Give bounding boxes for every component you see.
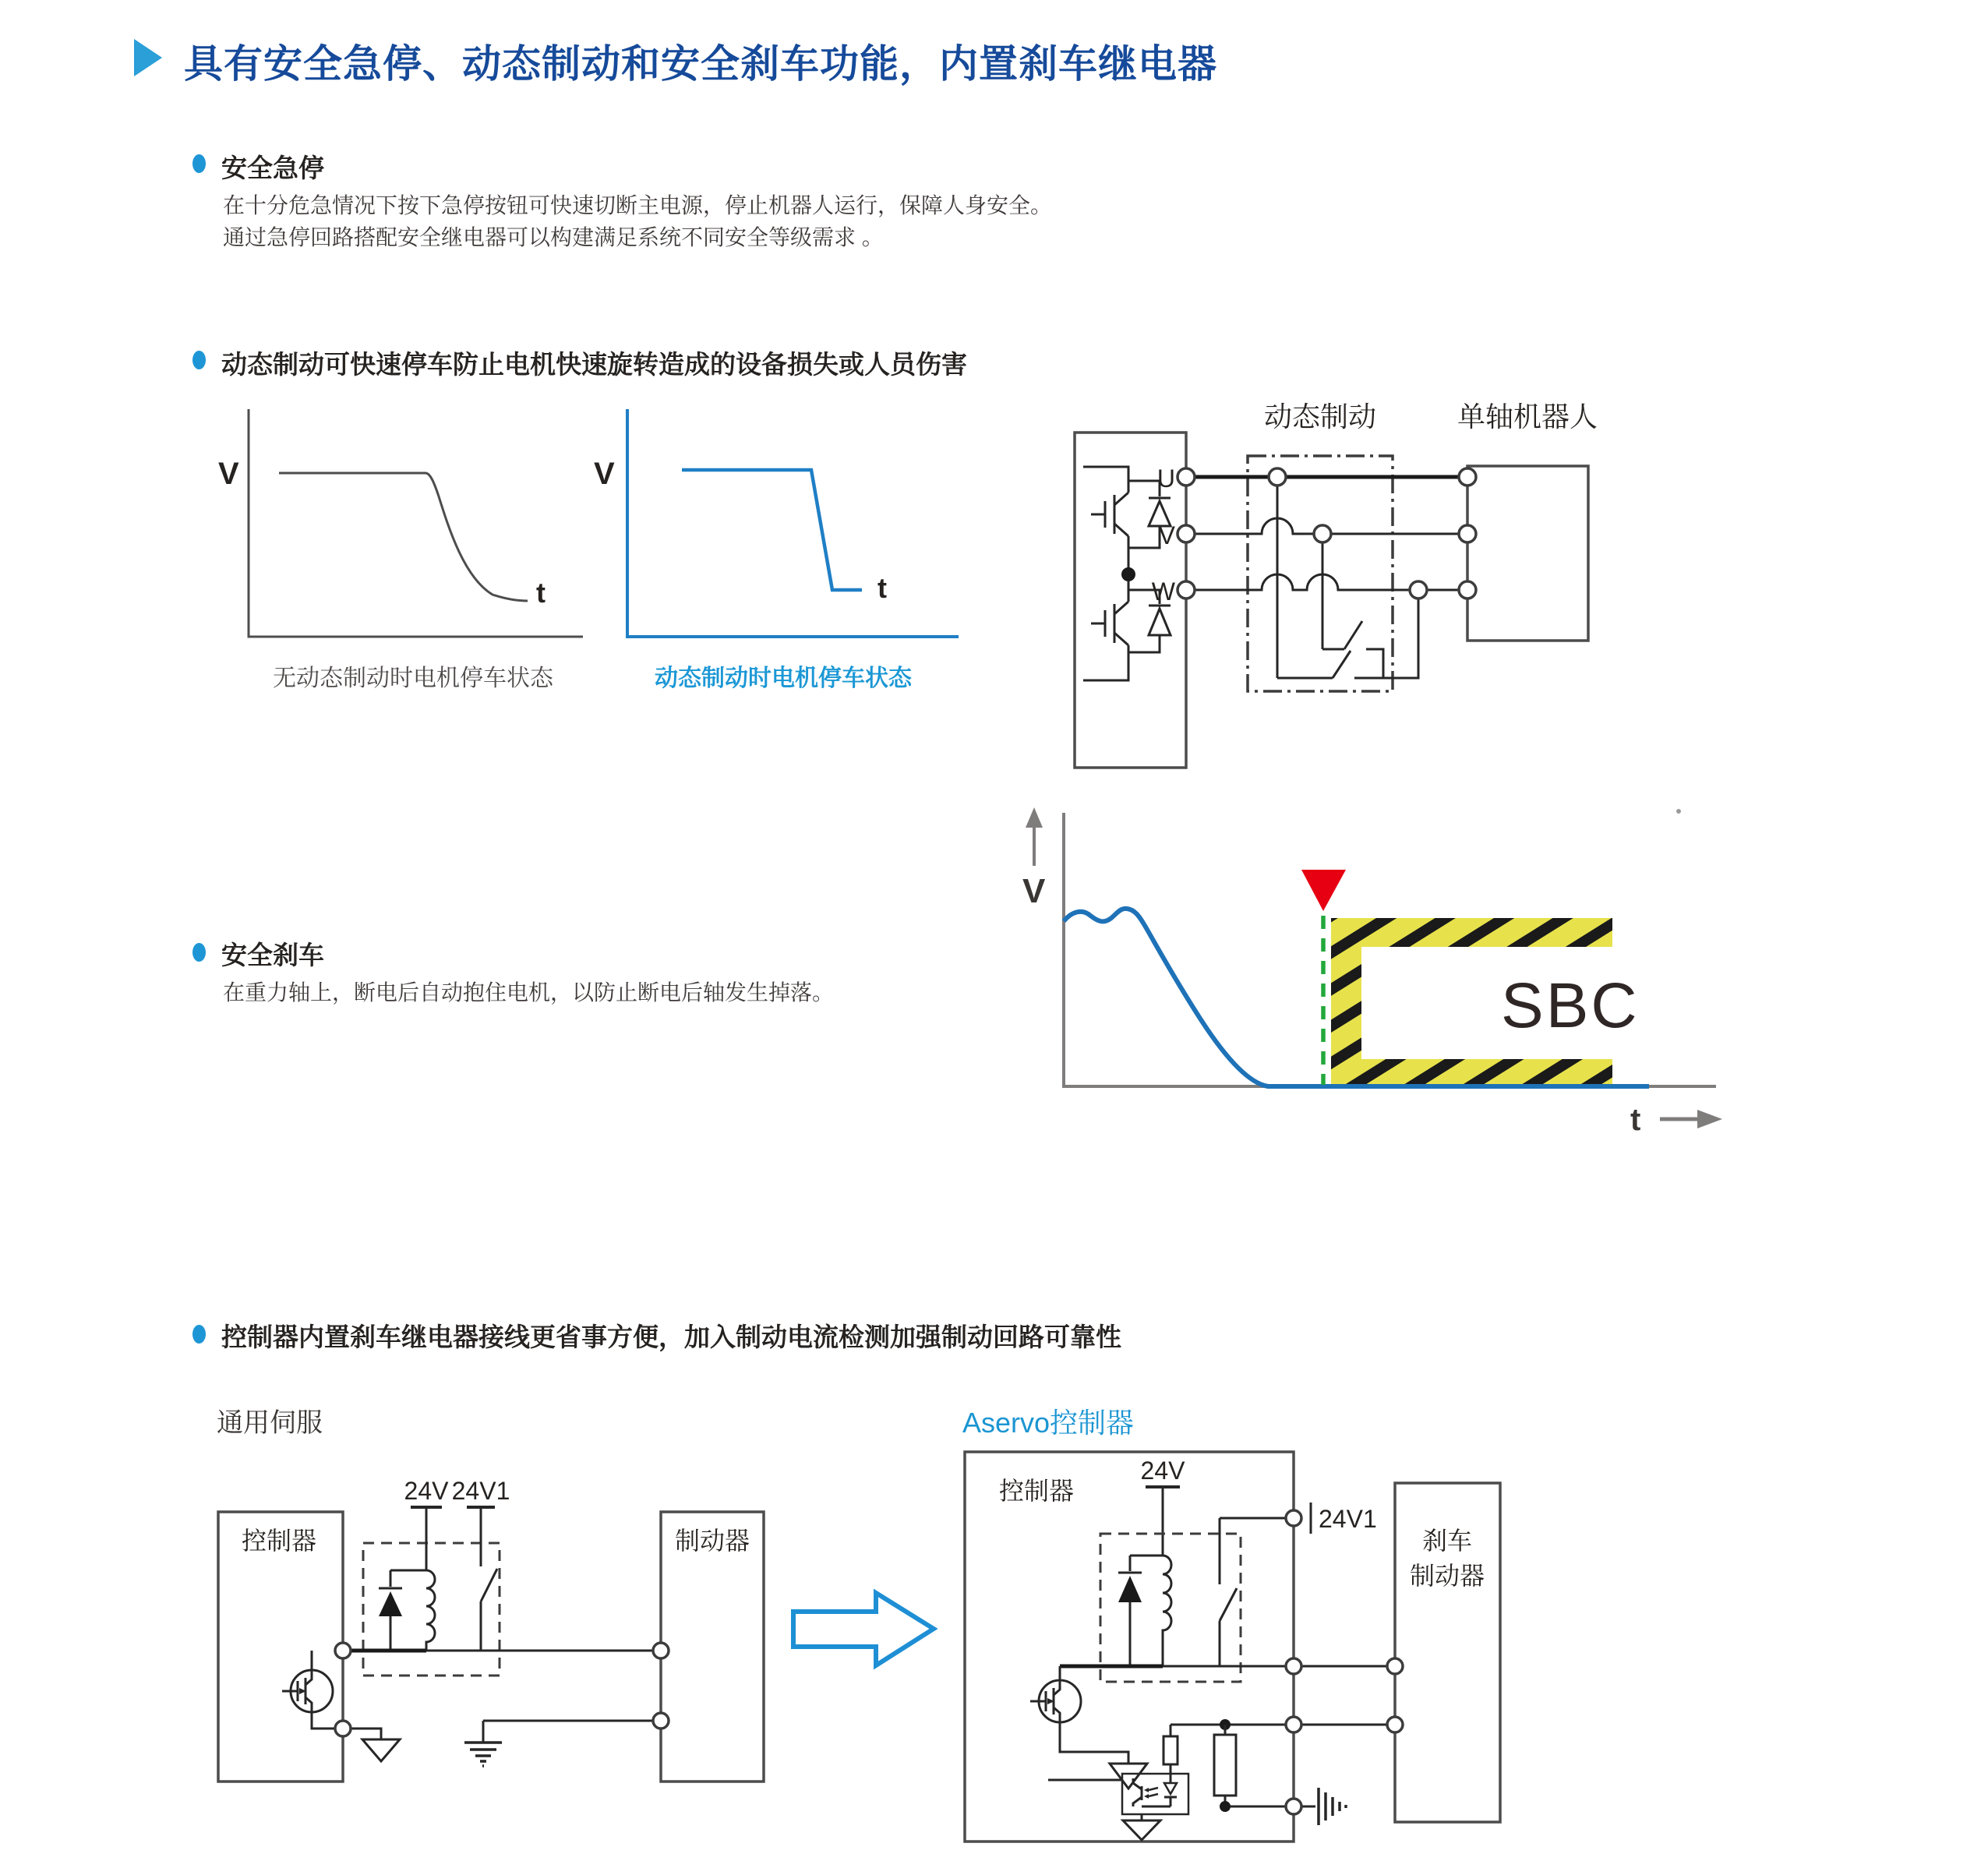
controller-label: 控制器	[242, 1527, 317, 1555]
robot-box	[1467, 466, 1588, 641]
speed-curve	[279, 473, 528, 601]
axes	[1064, 813, 1716, 1086]
relay-switch	[481, 1507, 497, 1651]
sbc-chart	[998, 787, 1738, 1161]
earth-ground	[1301, 1788, 1346, 1825]
chart-dynamic-brake	[592, 394, 966, 651]
relay-switch	[1220, 1588, 1237, 1666]
speck	[1676, 809, 1681, 814]
robot-box-label: 单轴机器人	[1457, 401, 1598, 433]
bullet-icon	[192, 351, 206, 369]
trigger-marker-icon	[1301, 870, 1346, 911]
phase-u-label: U	[1156, 464, 1175, 493]
y-axis-label: V	[218, 457, 239, 491]
page-title: 具有安全急停、动态制动和安全刹车功能，内置刹车继电器	[184, 42, 1217, 86]
bullet-icon	[192, 943, 206, 962]
bullet-icon	[192, 154, 206, 173]
y-axis-label: V	[594, 457, 615, 491]
chart-caption: 动态制动时电机停车状态	[655, 666, 912, 691]
estop-line1: 在十分危急情况下按下急停按钮可快速切断主电源，停止机器人运行，保障人身安全。	[223, 193, 1053, 217]
flyback-diode	[1118, 1556, 1142, 1666]
header-arrow-icon	[134, 39, 162, 76]
chart-caption: 无动态制动时电机停车状态	[273, 666, 553, 691]
mosfet	[1030, 1666, 1081, 1722]
generic-servo-title: 通用伺服	[217, 1408, 323, 1438]
generic-servo-circuit	[195, 1450, 787, 1800]
brake-label: 制动器	[674, 1527, 750, 1555]
brake-switch-1	[1322, 621, 1383, 678]
brake-box-label: 动态制动	[1263, 401, 1377, 433]
chart-no-dynamic-brake	[179, 394, 584, 651]
big-resistor	[1214, 1725, 1236, 1806]
estop-heading: 安全急停	[221, 154, 324, 182]
supply-24v1-label: 24V1	[451, 1477, 510, 1505]
relay-heading: 控制器内置刹车继电器接线更省事方便，加入制动电流检测加强制动回路可靠性	[221, 1322, 1121, 1351]
opto-ground	[1123, 1820, 1160, 1840]
phase-w-label: W	[1151, 577, 1175, 606]
supply-24v-label: 24V	[404, 1477, 449, 1505]
junction-dot	[1121, 567, 1135, 581]
brake-label-line2: 制动器	[1409, 1562, 1485, 1590]
brake-label-line1: 刹车	[1421, 1527, 1473, 1555]
earth-ground	[464, 1721, 502, 1766]
x-axis-label: t	[1630, 1103, 1641, 1137]
flyback-diode	[379, 1570, 402, 1651]
brake-switch-2	[1277, 599, 1418, 678]
bullet-icon	[192, 1325, 206, 1344]
transition-arrow-icon	[789, 1588, 941, 1670]
aservo-title: Aservo控制器	[962, 1407, 1135, 1439]
controller-label: 控制器	[999, 1477, 1075, 1505]
x-axis-label: t	[877, 572, 887, 604]
estop-line2: 通过急停回路搭配安全继电器可以构建满足系统不同安全等级需求 。	[223, 225, 884, 249]
sbc-band-label: SBC	[1501, 970, 1640, 1041]
y-axis-arrow	[1026, 807, 1043, 828]
axes	[249, 409, 583, 637]
aservo-circuit	[959, 1440, 1566, 1857]
junction-dot	[1220, 1801, 1231, 1812]
safe-brake-heading: 安全刹车	[221, 941, 324, 969]
y-axis-label: V	[1022, 872, 1046, 910]
speed-curve	[682, 470, 862, 590]
supply-24v1-label: 24V1	[1319, 1505, 1377, 1533]
sense-resistor-small	[1163, 1725, 1178, 1774]
x-axis-arrow	[1697, 1110, 1722, 1128]
dynamic-heading: 动态制动可快速停车防止电机快速旋转造成的设备损失或人员伤害	[221, 350, 967, 379]
mosfet	[282, 1651, 333, 1712]
optocoupler	[1048, 1774, 1188, 1814]
safe-brake-line1: 在重力轴上，断电后自动抱住电机，以防止断电后轴发生掉落。	[223, 980, 835, 1005]
relay-coil	[1163, 1556, 1171, 1666]
relay-coil	[426, 1570, 435, 1651]
axes	[627, 409, 959, 637]
x-axis-label: t	[536, 577, 546, 609]
phase-v-label: V	[1158, 521, 1175, 549]
signal-ground	[1110, 1764, 1147, 1789]
supply-24v-label: 24V	[1140, 1457, 1185, 1485]
dynamic-brake-circuit	[1060, 378, 1605, 783]
signal-ground	[351, 1729, 400, 1761]
